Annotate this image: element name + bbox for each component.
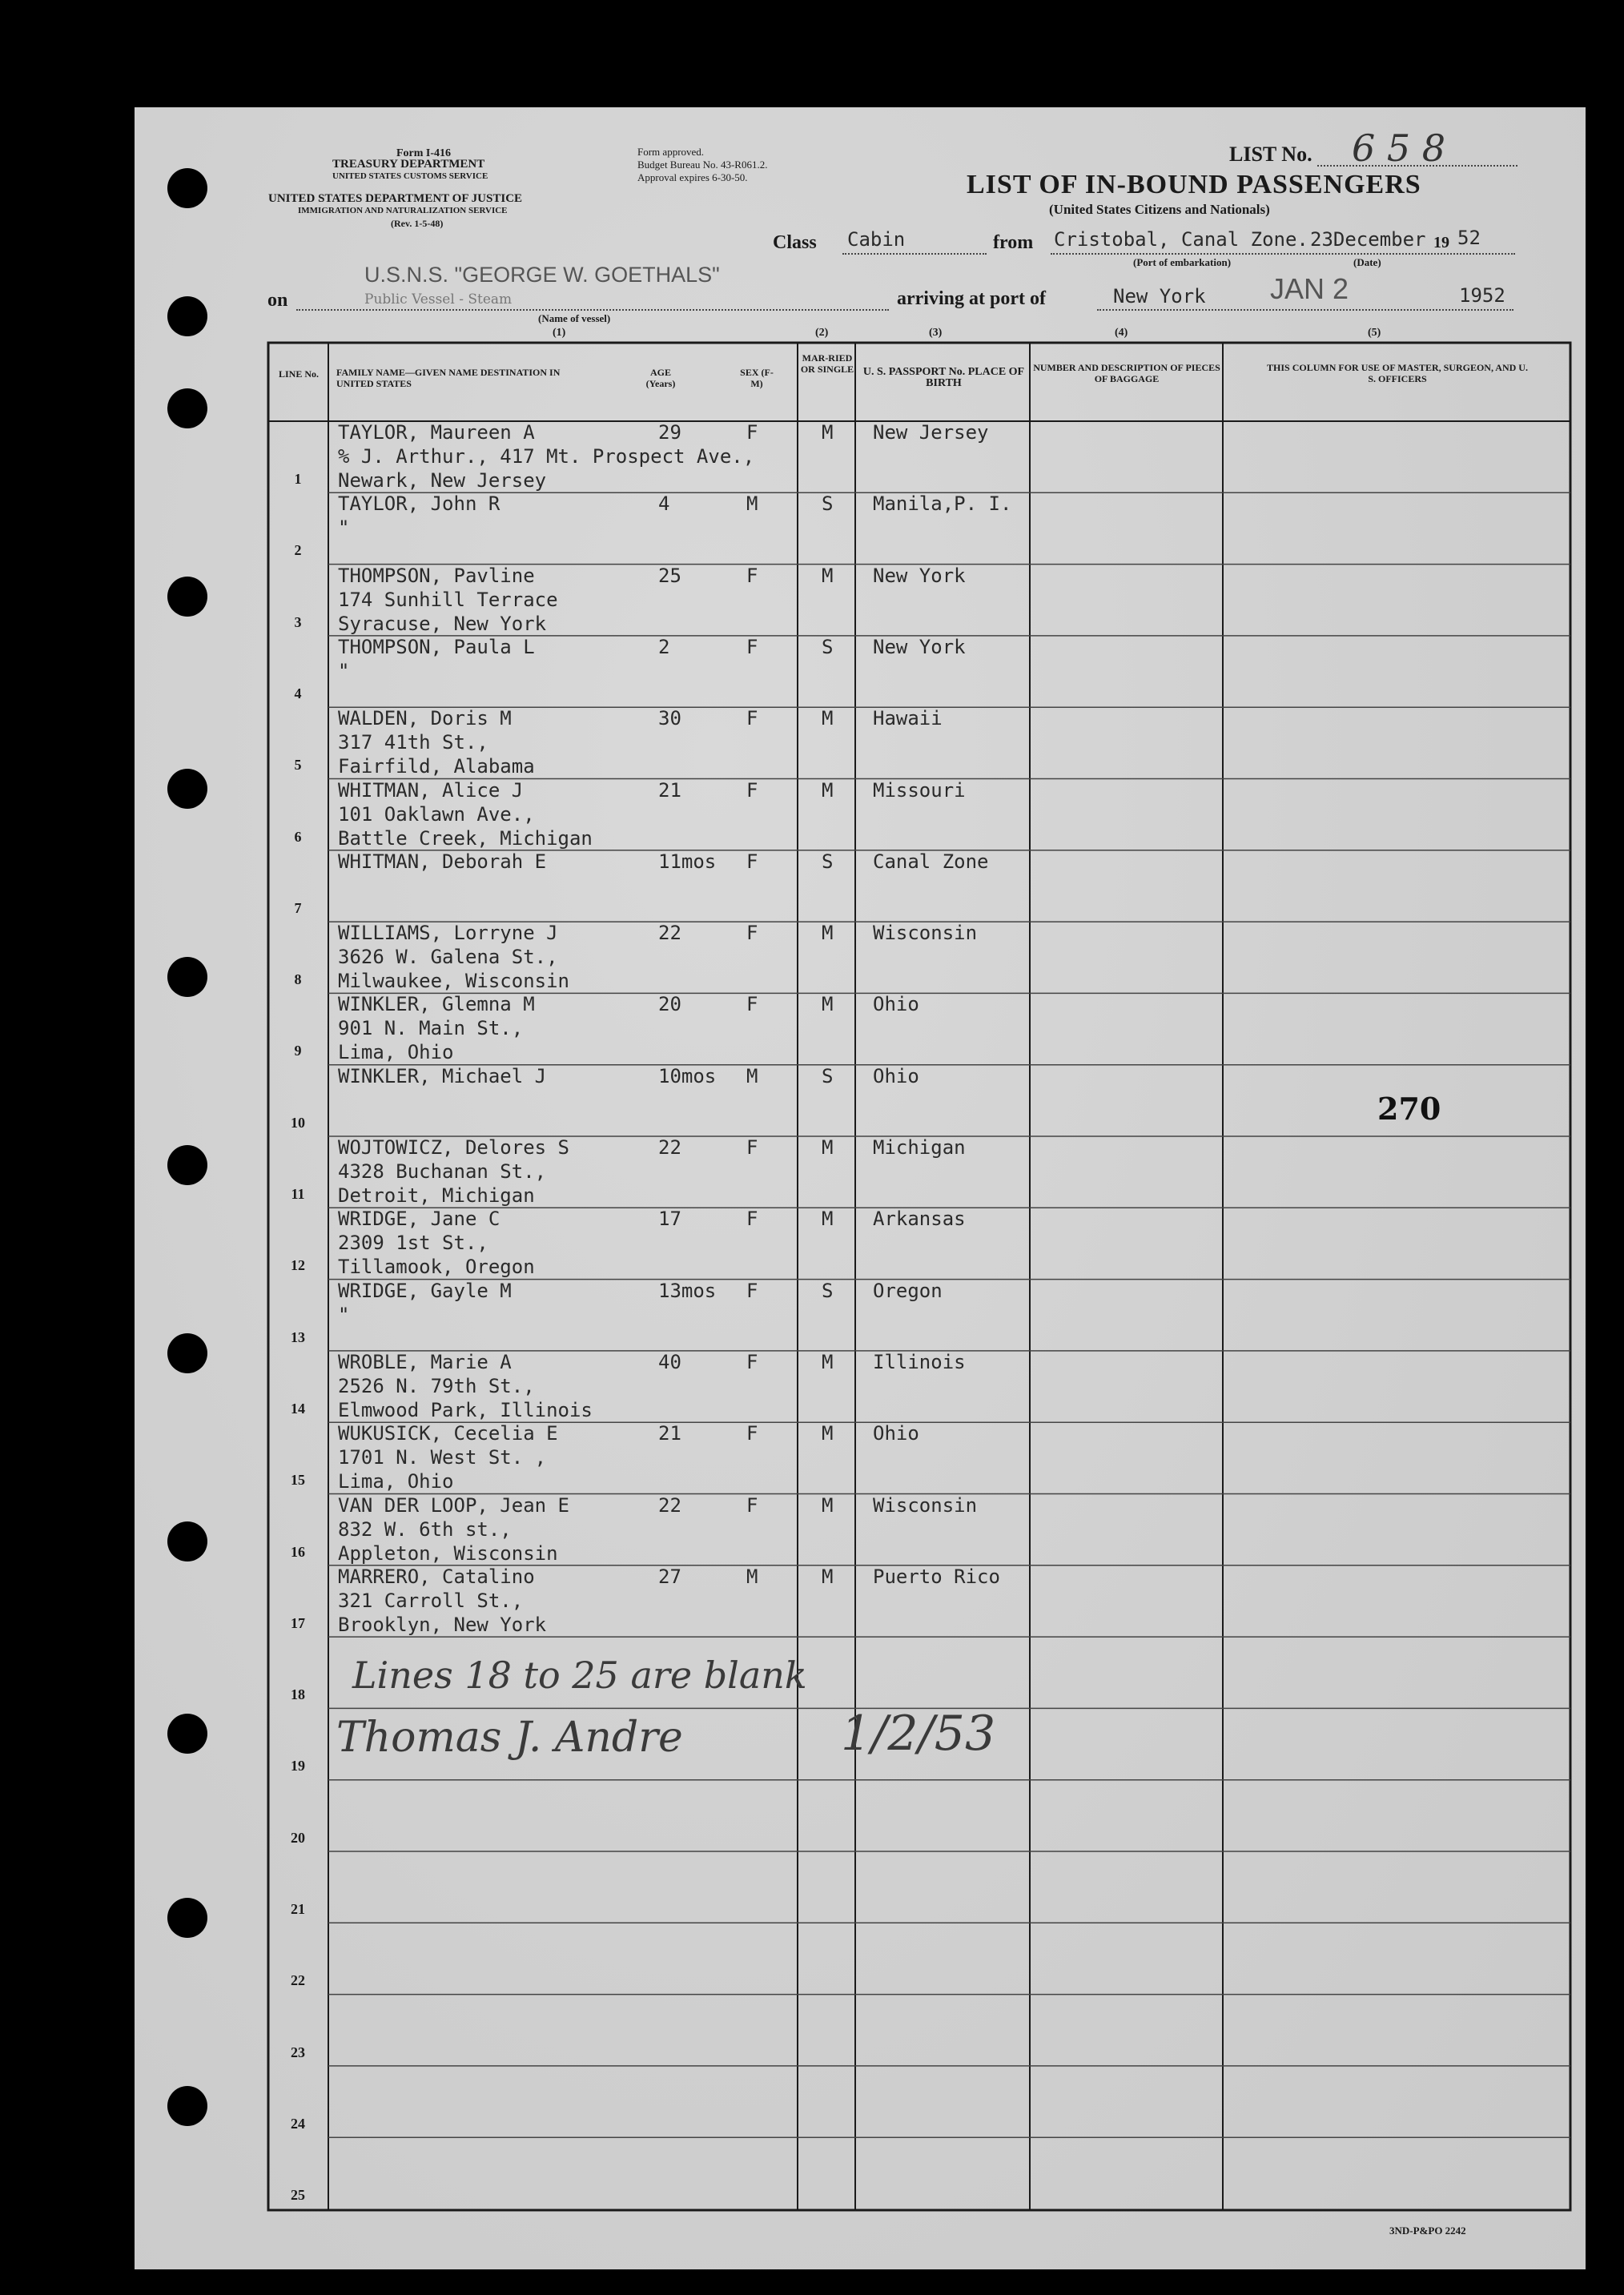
passenger-marital-status[interactable]: S — [822, 492, 834, 516]
passenger-address-2[interactable]: Battle Creek, Michigan — [338, 826, 593, 850]
year-prefix: 19 — [1433, 234, 1449, 251]
row-number: 10 — [291, 1114, 305, 1131]
row-number: 6 — [294, 828, 302, 845]
passenger-marital-status[interactable]: M — [822, 778, 834, 802]
passenger-address-1[interactable]: 2309 1st St., — [338, 1232, 488, 1255]
passenger-address-2[interactable]: Newark, New Jersey — [338, 469, 547, 492]
passenger-age[interactable]: 40 — [658, 1350, 681, 1373]
passenger-birthplace[interactable]: Ohio — [873, 1064, 919, 1087]
passenger-name[interactable]: THOMPSON, Paula L — [338, 635, 535, 658]
col-num-5: (5) — [1368, 327, 1381, 339]
form-subtitle: (United States Citizens and Nationals) — [1049, 202, 1270, 217]
row-number: 25 — [291, 2187, 305, 2204]
row-number: 15 — [291, 1472, 305, 1489]
passenger-marital-status[interactable]: M — [822, 1136, 834, 1159]
passenger-birthplace[interactable]: Michigan — [873, 1136, 966, 1159]
arriving-label: arriving at port of — [897, 288, 1046, 309]
row-number: 24 — [291, 2115, 305, 2132]
passenger-birthplace[interactable]: New York — [873, 635, 966, 658]
handwritten-signature: Thomas J. Andre — [336, 1714, 683, 1762]
passenger-marital-status[interactable]: S — [822, 635, 834, 658]
header-name: FAMILY NAME—GIVEN NAME DESTINATION IN UNITED STATES — [336, 367, 561, 389]
passenger-marital-status[interactable]: M — [822, 993, 834, 1016]
row-number: 4 — [294, 685, 302, 701]
approval-expires: Approval expires 6-30-50. — [637, 171, 748, 183]
passenger-birthplace[interactable]: Hawaii — [873, 707, 943, 730]
passenger-marital-status[interactable]: S — [822, 850, 834, 873]
passenger-name[interactable]: VAN DER LOOP, Jean E — [338, 1493, 569, 1517]
on-label: on — [267, 290, 288, 311]
row-number: 16 — [291, 1543, 305, 1560]
row-number: 20 — [291, 1829, 305, 1846]
passenger-address-1[interactable]: 101 Oaklawn Ave., — [338, 802, 535, 826]
row-number: 8 — [294, 971, 302, 988]
passenger-age[interactable]: 21 — [658, 778, 681, 802]
passenger-address-1[interactable]: 3626 W. Galena St., — [338, 946, 558, 969]
passenger-age[interactable]: 30 — [658, 707, 681, 730]
passenger-address-1[interactable]: 901 N. Main St., — [338, 1017, 524, 1040]
passenger-name[interactable]: WALDEN, Doris M — [338, 707, 512, 730]
header-married: MAR-RIED OR SINGLE — [800, 352, 854, 375]
arrival-year[interactable]: 1952 — [1459, 284, 1505, 307]
passenger-birthplace[interactable]: Wisconsin — [873, 1493, 978, 1517]
footer-code: 3ND-P&PO 2242 — [1389, 2225, 1466, 2237]
passenger-address-1[interactable]: 2526 N. 79th St., — [338, 1374, 535, 1397]
passenger-age[interactable]: 21 — [658, 1422, 681, 1445]
passenger-birthplace[interactable]: Ohio — [873, 1422, 919, 1445]
passenger-sex[interactable]: F — [746, 1350, 758, 1373]
col-num-2: (2) — [815, 327, 829, 339]
passenger-sex[interactable]: F — [746, 850, 758, 873]
passenger-age[interactable]: 22 — [658, 1493, 681, 1517]
stamp-270: 270 — [1377, 1091, 1441, 1127]
passenger-marital-status[interactable]: M — [822, 1208, 834, 1231]
passenger-name[interactable]: WOJTOWICZ, Delores S — [338, 1136, 569, 1159]
date-value[interactable]: 23December — [1310, 228, 1426, 251]
passenger-name[interactable]: TAYLOR, Maureen A — [338, 421, 535, 444]
passenger-birthplace[interactable]: Oregon — [873, 1279, 943, 1302]
passenger-age[interactable]: 25 — [658, 564, 681, 587]
passenger-name[interactable]: WINKLER, Michael J — [338, 1064, 547, 1087]
passenger-age[interactable]: 11mos — [658, 850, 717, 873]
passenger-sex[interactable]: F — [746, 1208, 758, 1231]
passenger-birthplace[interactable]: Arkansas — [873, 1208, 966, 1231]
header-passport: U. S. PASSPORT No. PLACE OF BIRTH — [862, 366, 1025, 389]
list-no-label: LIST No. — [1229, 143, 1312, 166]
passenger-birthplace[interactable]: Illinois — [873, 1350, 966, 1373]
passenger-address-2[interactable]: Appleton, Wisconsin — [338, 1541, 558, 1565]
passenger-age[interactable]: 17 — [658, 1208, 681, 1231]
form-revision: (Rev. 1-5-48) — [391, 218, 444, 229]
header-sex: SEX (F-M) — [740, 367, 774, 389]
row-number: 18 — [291, 1686, 305, 1703]
passenger-address-2[interactable]: Syracuse, New York — [338, 612, 547, 635]
passenger-sex[interactable]: F — [746, 1493, 758, 1517]
customs-service: UNITED STATES CUSTOMS SERVICE — [332, 171, 488, 181]
passenger-address-2[interactable]: Milwaukee, Wisconsin — [338, 970, 569, 993]
passenger-address-1[interactable]: % J. Arthur., 417 Mt. Prospect Ave., — [338, 445, 755, 468]
passenger-address-1[interactable]: 317 41th St., — [338, 731, 488, 754]
passenger-address-1[interactable]: " — [338, 659, 350, 682]
date-note: (Date) — [1353, 256, 1381, 268]
passenger-sex[interactable]: F — [746, 1279, 758, 1302]
ins-service: IMMIGRATION AND NATURALIZATION SERVICE — [298, 206, 508, 215]
passenger-sex[interactable]: M — [746, 1565, 758, 1588]
passenger-marital-status[interactable]: M — [822, 564, 834, 587]
passenger-marital-status[interactable]: M — [822, 421, 834, 444]
from-value[interactable]: Cristobal, Canal Zone. — [1054, 228, 1308, 251]
passenger-address-1[interactable]: " — [338, 1303, 350, 1326]
passenger-name[interactable]: WUKUSICK, Cecelia E — [338, 1422, 558, 1445]
row-number: 14 — [291, 1400, 305, 1417]
passenger-marital-status[interactable]: S — [822, 1064, 834, 1087]
passenger-marital-status[interactable]: M — [822, 707, 834, 730]
passenger-birthplace[interactable]: Canal Zone — [873, 850, 989, 873]
passenger-marital-status[interactable]: M — [822, 1493, 834, 1517]
treasury-dept: TREASURY DEPARTMENT — [332, 158, 485, 171]
list-no-value: 6 5 8 — [1352, 127, 1446, 170]
passenger-sex[interactable]: M — [746, 492, 758, 516]
passenger-sex[interactable]: F — [746, 922, 758, 945]
header-baggage: NUMBER AND DESCRIPTION OF PIECES OF BAGGAGE — [1033, 362, 1220, 384]
row-number: 3 — [294, 613, 302, 630]
passenger-sex[interactable]: F — [746, 635, 758, 658]
passenger-age[interactable]: 29 — [658, 421, 681, 444]
passenger-marital-status[interactable]: M — [822, 922, 834, 945]
passenger-name[interactable]: THOMPSON, Pavline — [338, 564, 535, 587]
passenger-sex[interactable]: F — [746, 1422, 758, 1445]
row-number: 2 — [294, 542, 302, 559]
header-age: AGE (Years) — [645, 367, 676, 389]
passenger-birthplace[interactable]: New York — [873, 564, 966, 587]
port-embarkation-note: (Port of embarkation) — [1133, 256, 1232, 268]
row-number: 11 — [291, 1186, 305, 1202]
row-number: 1 — [294, 471, 302, 487]
passenger-age[interactable]: 20 — [658, 993, 681, 1016]
passenger-address-2[interactable]: Detroit, Michigan — [338, 1184, 535, 1207]
class-value[interactable]: Cabin — [847, 228, 906, 251]
passenger-birthplace[interactable]: Wisconsin — [873, 922, 978, 945]
row-number: 21 — [291, 1901, 305, 1917]
passenger-sex[interactable]: F — [746, 421, 758, 444]
arrival-stamp: JAN 2 — [1270, 272, 1349, 305]
passenger-name[interactable]: MARRERO, Catalino — [338, 1565, 535, 1588]
passenger-name[interactable]: WRIDGE, Gayle M — [338, 1279, 512, 1302]
passenger-age[interactable]: 10mos — [658, 1064, 717, 1087]
passenger-address-2[interactable]: Lima, Ohio — [338, 1041, 454, 1064]
row-number: 13 — [291, 1328, 305, 1345]
passenger-sex[interactable]: F — [746, 564, 758, 587]
passenger-address-2[interactable]: Brooklyn, New York — [338, 1613, 547, 1636]
passenger-sex[interactable]: F — [746, 1136, 758, 1159]
passenger-address-1[interactable]: 832 W. 6th st., — [338, 1517, 512, 1541]
form-number: Form I-416 — [396, 147, 452, 159]
passenger-name[interactable]: WHITMAN, Deborah E — [338, 850, 547, 873]
header-officers: THIS COLUMN FOR USE OF MASTER, SURGEON, AND U. S. OFFICERS — [1267, 362, 1528, 384]
passenger-birthplace[interactable]: Ohio — [873, 993, 919, 1016]
vessel-value[interactable]: U.S.N.S. "GEORGE W. GOETHALS" — [364, 263, 720, 287]
passenger-name[interactable]: TAYLOR, John R — [338, 492, 500, 516]
passenger-name[interactable]: WHITMAN, Alice J — [338, 778, 524, 802]
row-number: 12 — [291, 1257, 305, 1274]
from-label: from — [993, 232, 1034, 253]
form-approved: Form approved. — [637, 146, 705, 158]
row-number: 17 — [291, 1614, 305, 1631]
passenger-address-2[interactable]: Fairfild, Alabama — [338, 755, 535, 778]
passenger-marital-status[interactable]: M — [822, 1422, 834, 1445]
passenger-age[interactable]: 22 — [658, 922, 681, 945]
handwritten-date: 1/2/53 — [841, 1706, 996, 1762]
passenger-name[interactable]: WILLIAMS, Lorryne J — [338, 922, 558, 945]
row-number: 7 — [294, 899, 302, 916]
passenger-age[interactable]: 22 — [658, 1136, 681, 1159]
vessel-subtext: Public Vessel - Steam — [364, 291, 513, 307]
passenger-address-1[interactable]: 174 Sunhill Terrace — [338, 588, 558, 611]
header-line-no: LINE No. — [278, 368, 319, 380]
passenger-age[interactable]: 27 — [658, 1565, 681, 1588]
passenger-address-2[interactable]: Lima, Ohio — [338, 1470, 454, 1493]
row-number: 23 — [291, 2044, 305, 2060]
passenger-name[interactable]: WROBLE, Marie A — [338, 1350, 512, 1373]
form-title: LIST OF IN-BOUND PASSENGERS — [967, 170, 1421, 199]
passenger-marital-status[interactable]: S — [822, 1279, 834, 1302]
passenger-name[interactable]: WINKLER, Glemna M — [338, 993, 535, 1016]
arrival-port[interactable]: New York — [1113, 285, 1206, 307]
passenger-sex[interactable]: F — [746, 993, 758, 1016]
row-number: 5 — [294, 757, 302, 774]
passenger-sex[interactable]: F — [746, 707, 758, 730]
passenger-address-1[interactable]: 1701 N. West St. , — [338, 1446, 547, 1469]
passenger-birthplace[interactable]: Missouri — [873, 778, 966, 802]
passenger-address-1[interactable]: " — [338, 516, 350, 540]
passenger-address-1[interactable]: 4328 Buchanan St., — [338, 1160, 547, 1183]
passenger-address-1[interactable]: 321 Carroll St., — [338, 1589, 524, 1612]
passenger-address-2[interactable]: Tillamook, Oregon — [338, 1256, 535, 1279]
passenger-marital-status[interactable]: M — [822, 1565, 834, 1588]
passenger-sex[interactable]: M — [746, 1064, 758, 1087]
row-number: 22 — [291, 1972, 305, 1989]
handwritten-note: Lines 18 to 25 are blank — [352, 1654, 807, 1697]
vessel-note: (Name of vessel) — [538, 312, 611, 324]
passenger-birthplace[interactable]: New Jersey — [873, 421, 989, 444]
passenger-marital-status[interactable]: M — [822, 1350, 834, 1373]
class-label: Class — [773, 232, 817, 253]
passenger-birthplace[interactable]: Puerto Rico — [873, 1565, 1000, 1588]
passenger-age[interactable]: 13mos — [658, 1279, 717, 1302]
passenger-name[interactable]: WRIDGE, Jane C — [338, 1208, 500, 1231]
passenger-birthplace[interactable]: Manila,P. I. — [873, 492, 1012, 516]
col-num-4: (4) — [1115, 327, 1128, 339]
col-num-3: (3) — [929, 327, 943, 339]
col-num-1: (1) — [553, 327, 566, 339]
row-number: 9 — [294, 1043, 302, 1059]
passenger-age[interactable]: 2 — [658, 635, 670, 658]
passenger-age[interactable]: 4 — [658, 492, 670, 516]
passenger-address-2[interactable]: Elmwood Park, Illinois — [338, 1398, 593, 1421]
justice-dept: UNITED STATES DEPARTMENT OF JUSTICE — [268, 192, 523, 205]
budget-bureau: Budget Bureau No. 43-R061.2. — [637, 159, 768, 171]
year-value[interactable]: 52 — [1457, 227, 1481, 249]
passenger-sex[interactable]: F — [746, 778, 758, 802]
row-number: 19 — [291, 1758, 305, 1775]
